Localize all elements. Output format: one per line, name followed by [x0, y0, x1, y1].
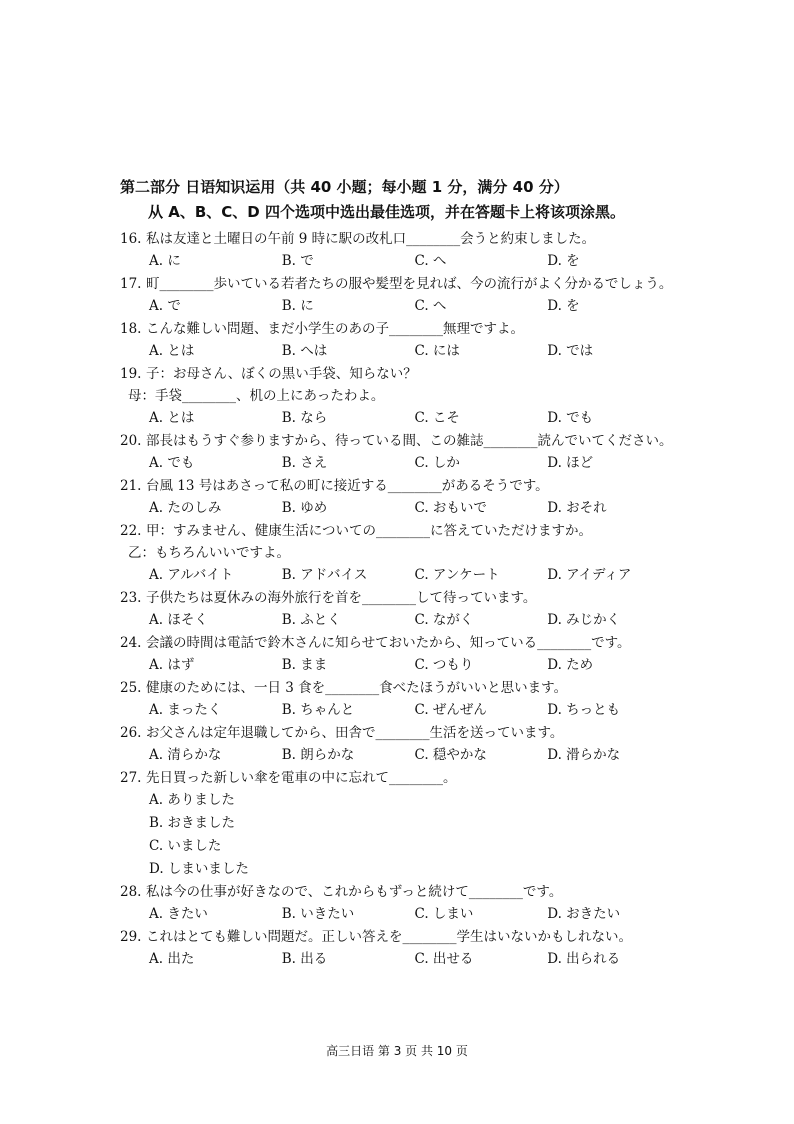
- question-stem: [120, 722, 680, 744]
- answer-options: [120, 699, 680, 722]
- question-stem: [120, 363, 680, 385]
- answer-option: A. アルバイト: [149, 567, 234, 583]
- answer-option: C. つもり: [414, 657, 474, 673]
- answer-option: B. に: [281, 298, 314, 314]
- answer-option: B. で: [281, 253, 314, 269]
- answer-options: [120, 654, 680, 677]
- answer-option: D. でも: [547, 410, 594, 426]
- question-number: 27.: [120, 770, 142, 786]
- answer-option: C. 穏やかな: [414, 747, 487, 763]
- answer-option: C. しか: [414, 455, 460, 471]
- question-text: 台風 13 号はあさって私の町に接近する________があるそうです。: [146, 478, 549, 494]
- question-28: [120, 881, 680, 926]
- answer-option: B. さえ: [281, 455, 328, 471]
- answer-option: C. こそ: [414, 410, 460, 426]
- answer-option: D. 出られる: [547, 951, 621, 967]
- page-footer: 高三日语 第 3 页 共 10 页: [326, 1044, 468, 1058]
- answer-option: A. 出た: [149, 951, 195, 967]
- answer-option: D. では: [547, 343, 594, 359]
- answer-option: A. ほそく: [149, 612, 208, 628]
- answer-option: C. へ: [414, 298, 447, 314]
- question-text: 子：お母さん、ぼくの黒い手袋、知らない？: [146, 366, 417, 382]
- answer-option: D. おそれ: [547, 500, 607, 516]
- question-text: 健康のためには、一日 3 食を________食べたほうがいいと思います。: [146, 680, 568, 696]
- question-text: お父さんは定年退職してから、田舎で________生活を送っています。: [146, 725, 564, 741]
- answer-option: D. を: [547, 298, 580, 314]
- question-number: 26.: [120, 725, 142, 741]
- question-dialogue-line: 乙：もちろんいいですよ。: [128, 545, 290, 561]
- question-stem: [120, 632, 680, 654]
- answer-option: A. まったく: [149, 702, 222, 718]
- question-stem: [120, 677, 680, 699]
- answer-option: B. まま: [281, 657, 328, 673]
- answer-option: A. とは: [149, 410, 195, 426]
- question-24: [120, 632, 680, 677]
- question-text: 私は友達と土曜日の午前 9 時に駅の改札口________会うと約束しました。: [146, 231, 596, 247]
- answer-options: [120, 497, 680, 520]
- question-16: [120, 228, 680, 273]
- answer-option: A. はず: [149, 657, 195, 673]
- answer-option: B. 出る: [281, 951, 328, 967]
- answer-option: A. に: [149, 253, 181, 269]
- question-29: [120, 926, 680, 971]
- question-19: [120, 363, 680, 430]
- question-stem: [120, 520, 680, 542]
- question-number: 25.: [120, 680, 142, 696]
- question-20: [120, 430, 680, 475]
- question-text: 私は今の仕事が好きなので、これからもずっと続けて________です。: [146, 884, 563, 900]
- question-text: これはとても難しい問題だ。正しい答えを________学生はいないかもしれない。: [146, 929, 632, 945]
- answer-option: B. アドバイス: [281, 567, 368, 583]
- answer-option: A. きたい: [149, 906, 208, 922]
- question-number: 16.: [120, 231, 142, 247]
- question-stem: [120, 273, 680, 295]
- answer-option: D. ちっとも: [547, 702, 621, 718]
- answer-option: D. おきたい: [547, 906, 621, 922]
- answer-option: D. ほど: [547, 455, 594, 471]
- question-number: 28.: [120, 884, 142, 900]
- answer-option: C. には: [414, 343, 460, 359]
- question-number: 21.: [120, 478, 142, 494]
- answer-option: D. みじかく: [547, 612, 621, 628]
- answer-option: A. でも: [149, 455, 195, 471]
- question-26: [120, 722, 680, 767]
- answer-option: B. いきたい: [281, 906, 355, 922]
- answer-option: A. たのしみ: [149, 500, 222, 516]
- question-number: 29.: [120, 929, 142, 945]
- answer-option: D. ため: [547, 657, 594, 673]
- answer-options: [120, 903, 680, 926]
- question-text: 先日買った新しい傘を電車の中に忘れて________。: [146, 770, 457, 786]
- question-22: [120, 520, 680, 587]
- question-text: 甲：すみません、健康生活についての________に答えていただけますか。: [146, 523, 593, 539]
- question-stem: [120, 767, 680, 789]
- answer-option: D. アイディア: [547, 567, 632, 583]
- answer-option: D. しまいました: [149, 861, 249, 877]
- answer-option: B. ちゃんと: [281, 702, 355, 718]
- answer-options: [120, 948, 680, 971]
- answer-options: [120, 744, 680, 767]
- answer-option: B. なら: [281, 410, 328, 426]
- answer-options: [120, 407, 680, 430]
- question-number: 18.: [120, 321, 142, 337]
- answer-option: C. アンケート: [414, 567, 500, 583]
- question-21: [120, 475, 680, 520]
- question-25: [120, 677, 680, 722]
- question-text: 会議の時間は電話で鈴木さんに知らせておいたから、知っている________です。: [146, 635, 631, 651]
- answer-option: A. とは: [149, 343, 195, 359]
- answer-options: [120, 789, 680, 881]
- section-instruction: 从 A、B、C、D 四个选项中选出最佳选项，并在答题卡上将该项涂黑。: [148, 203, 625, 221]
- answer-options: [120, 295, 680, 318]
- question-17: [120, 273, 680, 318]
- question-stem: [120, 926, 680, 948]
- question-text: こんな難しい問題、まだ小学生のあの子________無理ですよ。: [146, 321, 524, 337]
- answer-option: C. しまい: [414, 906, 474, 922]
- answer-option: C. へ: [414, 253, 447, 269]
- answer-option: A. 清らかな: [149, 747, 222, 763]
- question-number: 17.: [120, 276, 142, 292]
- question-number: 20.: [120, 433, 142, 449]
- answer-options: [120, 609, 680, 632]
- section-title: 第二部分 日语知识运用（共 40 小题；每小题 1 分，满分 40 分）: [120, 178, 569, 196]
- question-27: [120, 767, 680, 881]
- question-stem: [120, 318, 680, 340]
- answer-option: B. ふとく: [281, 612, 341, 628]
- answer-option: C. 出せる: [414, 951, 474, 967]
- question-stem: [120, 430, 680, 452]
- answer-option: D. 滑らかな: [547, 747, 621, 763]
- question-18: [120, 318, 680, 363]
- answer-option: C. ぜんぜん: [414, 702, 487, 718]
- answer-option: A. で: [149, 298, 181, 314]
- question-number: 22.: [120, 523, 142, 539]
- answer-option: D. を: [547, 253, 580, 269]
- question-text: 部長はもうすぐ参りますから、待っている間、この雑誌________読んでいてください。: [146, 433, 673, 449]
- answer-options: [120, 340, 680, 363]
- answer-option: C. ながく: [414, 612, 474, 628]
- question-number: 23.: [120, 590, 142, 606]
- question-23: [120, 587, 680, 632]
- question-stem: [120, 475, 680, 497]
- question-text: 町________歩いている若者たちの服や髪型を見れば、今の流行がよく分かるでしょう。: [146, 276, 673, 292]
- question-list: [120, 228, 680, 971]
- question-number: 24.: [120, 635, 142, 651]
- question-number: 19.: [120, 366, 142, 382]
- answer-option: B. 朗らかな: [281, 747, 355, 763]
- answer-options: [120, 564, 680, 587]
- answer-option: B. おきました: [149, 815, 236, 831]
- answer-options: [120, 250, 680, 273]
- answer-option: C. いました: [149, 838, 222, 854]
- answer-option: A. ありました: [149, 792, 235, 808]
- question-stem: [120, 228, 680, 250]
- question-dialogue-line: 母：手袋________、机の上にあったわよ。: [128, 388, 385, 404]
- answer-option: B. へは: [281, 343, 328, 359]
- question-stem: [120, 587, 680, 609]
- answer-options: [120, 452, 680, 475]
- answer-option: B. ゆめ: [281, 500, 328, 516]
- answer-option: C. おもいで: [414, 500, 487, 516]
- question-text: 子供たちは夏休みの海外旅行を首を________して待っています。: [146, 590, 537, 606]
- question-stem: [120, 881, 680, 903]
